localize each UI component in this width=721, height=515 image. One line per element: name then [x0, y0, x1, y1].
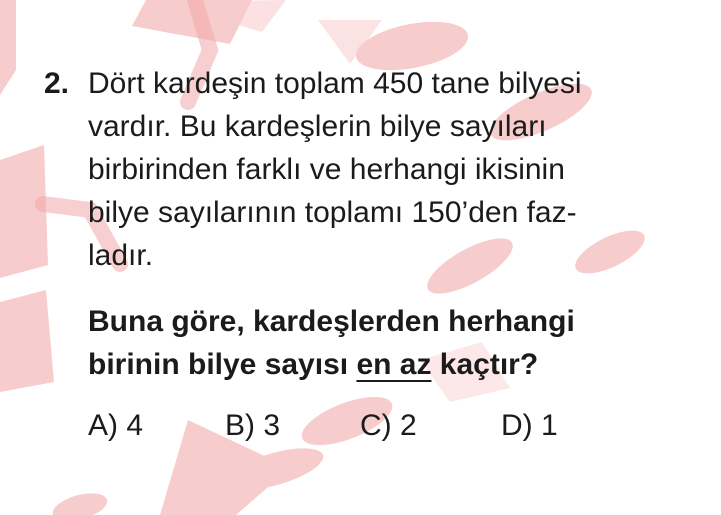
- stem-line: Dört kardeşin toplam 450 tane bilyesi: [88, 67, 582, 100]
- option-value: 1: [541, 409, 558, 442]
- option-value: 4: [126, 409, 144, 442]
- answer-options: [88, 405, 648, 447]
- prompt-emphasis: en az: [356, 348, 432, 381]
- stem-line: vardır. Bu kardeşlerin bilye sayıları: [88, 110, 547, 143]
- option-letter: B): [225, 409, 255, 442]
- stem-line: bilye sayılarının toplamı 150’den faz-: [88, 196, 577, 229]
- option-c[interactable]: [360, 405, 417, 447]
- option-d[interactable]: [501, 405, 558, 447]
- question-row: [44, 62, 684, 386]
- option-letter: D): [501, 409, 533, 442]
- prompt-text-before: birinin bilye sayısı: [88, 348, 357, 381]
- question-stem: [88, 62, 648, 386]
- option-a[interactable]: [88, 405, 143, 447]
- question-prompt: [88, 300, 648, 386]
- option-letter: C): [360, 409, 392, 442]
- prompt-line-2: [88, 343, 648, 386]
- option-value: 2: [400, 409, 417, 442]
- question-number: 2.: [44, 67, 70, 100]
- option-b[interactable]: [225, 405, 280, 447]
- stem-line: birbirinden farklı ve herhangi ikisinin: [88, 153, 565, 186]
- stem-line: ladır.: [88, 239, 154, 272]
- option-value: 3: [263, 409, 281, 442]
- prompt-line-1: Buna göre, kardeşlerden herhangi: [88, 305, 575, 338]
- prompt-text-after: kaçtır?: [431, 348, 539, 381]
- option-letter: A): [88, 409, 118, 442]
- question-card: [44, 62, 684, 386]
